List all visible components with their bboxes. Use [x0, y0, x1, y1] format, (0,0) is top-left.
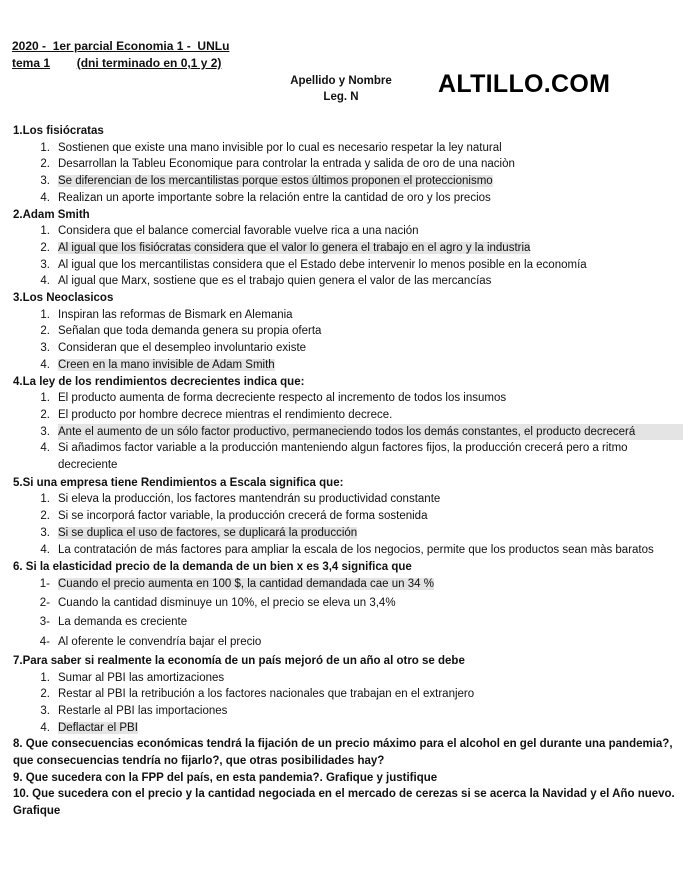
option-list	[13, 670, 683, 737]
option-list	[13, 223, 683, 290]
list-item	[13, 273, 683, 290]
option-text: Al oferente le convendría bajar el precio	[58, 635, 262, 648]
list-item	[13, 542, 683, 559]
option-text: Restar al PBI la retribución a los factores nacionales que trabajan en el extranjero	[58, 688, 475, 701]
option-number: 4.	[40, 442, 50, 455]
option-number: 1.	[40, 392, 50, 405]
option-text: Sumar al PBI las amortizaciones	[58, 671, 225, 684]
option-number: 4.	[40, 543, 50, 556]
question-9: 9. Que sucedera con la FPP del país, en esta pandemia?. Grafique y justifique	[13, 771, 438, 784]
option-number: 4.	[40, 721, 50, 734]
leg-label: Leg. N	[323, 91, 359, 103]
option-text: Restarle al PBI las importaciones	[58, 704, 228, 717]
option-text-highlighted: Deflactar el PBI	[58, 721, 138, 734]
list-item	[13, 323, 683, 340]
option-number: 2.	[40, 158, 50, 171]
option-number: 4.	[40, 275, 50, 288]
option-number: 4-	[39, 635, 50, 648]
list-item	[13, 614, 683, 631]
option-text-highlighted: Si se duplica el uso de factores, se duplicará la producción	[58, 526, 358, 539]
question-title: 7.Para saber si realmente la economía de un país mejoró de un año al otro se debe	[13, 654, 465, 667]
option-number: 2.	[40, 325, 50, 338]
exam-title: 2020 - 1er parcial Economia 1 - UNLu	[12, 39, 230, 53]
question-title: 3.Los Neoclasicos	[13, 292, 114, 305]
option-text: Señalan que toda demanda genera su propia oferta	[58, 325, 322, 338]
list-item	[13, 407, 683, 424]
option-list	[13, 307, 683, 374]
list-item	[13, 525, 683, 542]
option-text: Desarrollan la Tableu Economique para controlar la entrada y salida de oro de una naciòn	[58, 158, 515, 171]
list-item	[13, 440, 683, 473]
option-number: 4.	[40, 191, 50, 204]
option-number: 2-	[39, 597, 50, 610]
option-list	[13, 491, 683, 558]
option-number: 4.	[40, 358, 50, 371]
student-fields	[276, 73, 406, 105]
option-number: 3-	[39, 616, 50, 629]
exam-header	[12, 38, 229, 72]
option-number: 1.	[40, 225, 50, 238]
list-item	[13, 634, 683, 651]
question-8: 8. Que consecuencias económicas tendrá la fijación de un precio máximo para el alcohol en gel durante una pandemia?, que consecuencias tendría no fijarlo?, que otras posibilidades hay?	[13, 738, 673, 768]
option-text: El producto por hombre decrece mientras el rendimiento decrece.	[58, 408, 393, 421]
list-item	[13, 595, 683, 612]
option-text: Si se incorporá factor variable, la producción crecerá de forma sostenida	[58, 510, 428, 523]
list-item	[13, 340, 683, 357]
list-item	[13, 508, 683, 525]
exam-subtitle	[12, 55, 229, 72]
option-number: 1-	[39, 577, 50, 590]
exam-body	[13, 123, 683, 820]
option-text: Consideran que el desempleo involuntario existe	[58, 342, 307, 355]
list-item	[13, 257, 683, 274]
list-item	[13, 357, 683, 374]
option-text: Inspiran las reformas de Bismark en Alemania	[58, 308, 293, 321]
question-title: 4.La ley de los rendimientos decrecientes indica que:	[13, 375, 305, 388]
list-item	[13, 223, 683, 240]
option-list	[13, 390, 683, 474]
list-item	[13, 491, 683, 508]
option-text-highlighted: Ante el aumento de un sólo factor productivo, permaneciendo todos los demás constantes, el producto decrecerá	[58, 424, 683, 441]
option-number: 1.	[40, 493, 50, 506]
dni-label: (dni terminado en 0,1 y 2)	[76, 56, 222, 70]
option-text: El producto aumenta de forma decreciente respecto al incremento de todos los insumos	[58, 392, 507, 405]
option-number: 3.	[40, 342, 50, 355]
option-number: 3.	[40, 175, 50, 188]
option-number: 1.	[40, 308, 50, 321]
option-text: Si eleva la producción, los factores mantendrán su productividad constante	[58, 493, 441, 506]
option-text: La demanda es creciente	[58, 616, 188, 629]
tema-label: tema 1	[12, 56, 51, 70]
list-item	[13, 307, 683, 324]
option-number: 1.	[40, 671, 50, 684]
brand-logo: ALTILLO.COM	[438, 70, 611, 98]
question-title: 2.Adam Smith	[13, 208, 90, 221]
option-list	[13, 576, 683, 650]
option-text-highlighted: Cuando el precio aumenta en 100 $, la cantidad demandada cae un 34 %	[58, 577, 434, 590]
option-number: 1.	[40, 141, 50, 154]
list-item	[13, 720, 683, 737]
option-number: 2.	[40, 408, 50, 421]
option-number: 2.	[40, 241, 50, 254]
list-item	[13, 703, 683, 720]
option-number: 2.	[40, 510, 50, 523]
option-text: Sostienen que existe una mano invisible por lo cual es necesario respetar la ley natural	[58, 141, 502, 154]
list-item	[13, 424, 683, 441]
list-item	[13, 576, 683, 593]
option-text: Considera que el balance comercial favorable vuelve rica a una nación	[58, 225, 419, 238]
option-text-highlighted: Creen en la mano invisible de Adam Smith	[58, 358, 275, 371]
question-10: 10. Que sucedera con el precio y la cantidad negociada en el mercado de cerezas si se acerca la Navidad y el Año nuevo. Grafique	[13, 788, 675, 818]
option-text: Cuando la cantidad disminuye un 10%, el precio se eleva un 3,4%	[58, 597, 396, 610]
list-item	[13, 240, 683, 257]
list-item	[13, 390, 683, 407]
list-item	[13, 140, 683, 157]
question-title: 5.Si una empresa tiene Rendimientos a Escala significa que:	[13, 476, 344, 489]
option-text: Al igual que Marx, sostiene que es el trabajo quien genera el valor de las mercancías	[58, 275, 492, 288]
option-text: Realizan un aporte importante sobre la relación entre la cantidad de oro y los precios	[58, 191, 491, 204]
list-item	[13, 156, 683, 173]
option-text: Si añadimos factor variable a la producción manteniendo algun factores fijos, la producción crecerá pero a ritmo decreciente	[58, 442, 628, 472]
list-item	[13, 173, 683, 190]
option-text-highlighted: Se diferencian de los mercantilistas porque estos últimos proponen el proteccionismo	[58, 175, 493, 188]
list-item	[13, 670, 683, 687]
option-number: 3.	[40, 704, 50, 717]
list-item	[13, 190, 683, 207]
option-text-highlighted: Al igual que los fisiócratas considera que el valor lo genera el trabajo en el agro y la industria	[58, 241, 531, 254]
question-title: 1.Los fisiócratas	[13, 125, 104, 137]
option-number: 3.	[40, 258, 50, 271]
option-text: La contratación de más factores para ampliar la escala de los negocios, permite que los productos sean màs baratos	[58, 543, 654, 556]
question-title: 6. Si la elasticidad precio de la demanda de un bien x es 3,4 significa que	[13, 561, 412, 574]
option-text: Al igual que los mercantilistas considera que el Estado debe intervenir lo menos posible en la economía	[58, 258, 587, 271]
option-number: 2.	[40, 688, 50, 701]
option-number: 3.	[40, 526, 50, 539]
apellido-label: Apellido y Nombre	[290, 75, 392, 87]
option-list	[13, 140, 683, 207]
list-item	[13, 686, 683, 703]
option-number: 3.	[40, 425, 50, 438]
